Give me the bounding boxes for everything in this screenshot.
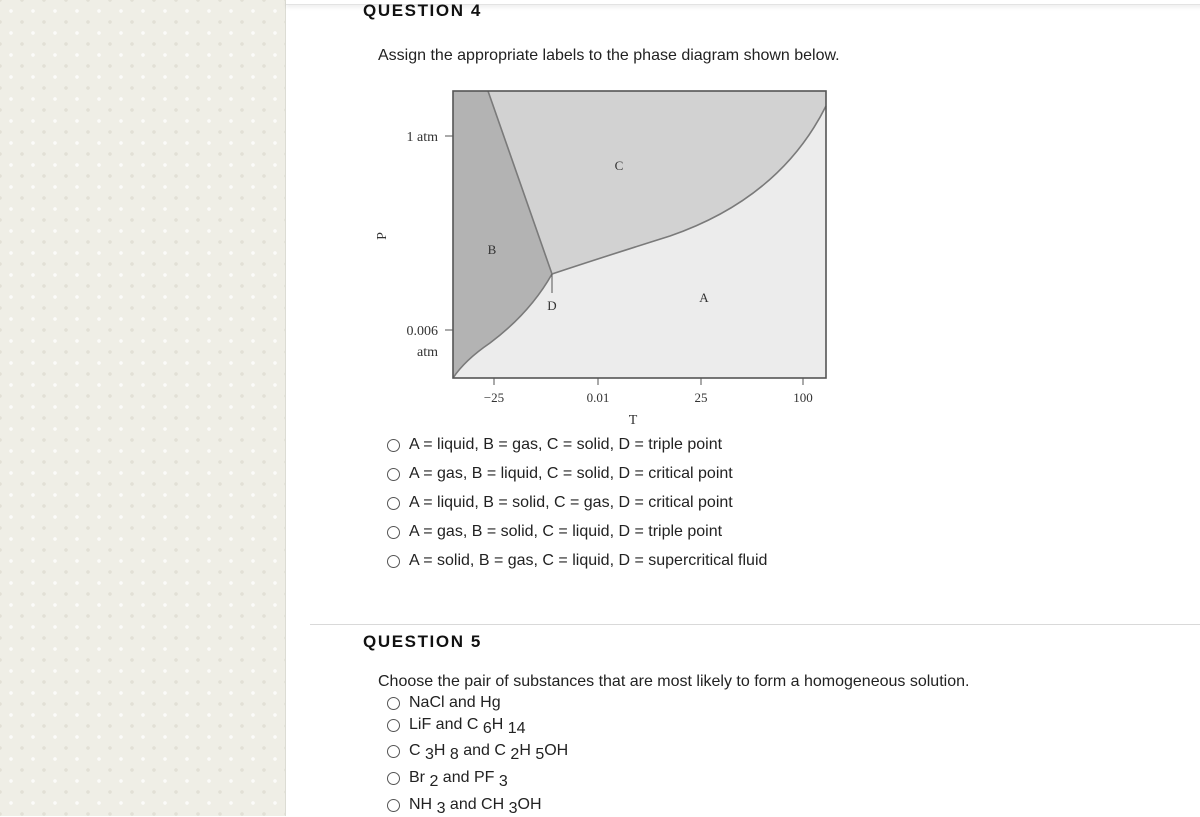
q4-option-1-label: A = liquid, B = gas, C = solid, D = triple point (409, 436, 723, 453)
x-tick-label-2: 0.01 (586, 390, 610, 405)
x-tick-label-3: 25 (694, 390, 708, 405)
q5-option-1-label (409, 694, 501, 712)
label-text: NH (409, 796, 437, 813)
subscript: 8 (449, 746, 459, 763)
label-text: OH (544, 742, 569, 759)
question-5-prompt: Choose the pair of substances that are most likely to form a homogeneous solution. (378, 673, 970, 690)
q4-option-2-label: A = gas, B = liquid, C = solid, D = critical point (409, 465, 733, 482)
phase-diagram (370, 88, 830, 433)
q5-option-2-label (409, 716, 526, 737)
radio-button[interactable] (387, 719, 400, 732)
q5-option-5[interactable] (387, 796, 542, 817)
q5-option-4-label (409, 769, 508, 790)
q4-option-4[interactable] (387, 523, 722, 541)
q5-option-3-label (409, 742, 569, 763)
label-text: H (433, 742, 450, 759)
region-label-c: C (614, 158, 624, 173)
q5-option-2[interactable] (387, 716, 526, 737)
label-text: and CH (445, 796, 509, 813)
subscript: 2 (510, 746, 520, 763)
radio-button[interactable] (387, 697, 400, 710)
x-axis-label: T (628, 413, 638, 428)
radio-button[interactable] (387, 439, 400, 452)
subscript: 3 (508, 800, 518, 817)
q4-option-5[interactable] (387, 552, 767, 570)
x-tick-label-4: 100 (793, 390, 813, 405)
y-tick-label-top: 1 atm (406, 130, 438, 145)
y-tick-label-bottom-1: 0.006 (406, 324, 438, 339)
radio-button[interactable] (387, 497, 400, 510)
radio-button[interactable] (387, 772, 400, 785)
region-label-d: D (547, 298, 557, 313)
question-divider (310, 624, 1200, 625)
label-text: Br (409, 769, 430, 786)
subscript: 14 (507, 720, 526, 737)
label-text: OH (517, 796, 542, 813)
region-label-a: A (699, 290, 709, 305)
q4-option-3-label: A = liquid, B = solid, C = gas, D = critical point (409, 494, 733, 511)
subscript: 3 (425, 746, 434, 763)
phase-diagram-svg (370, 88, 830, 433)
radio-button[interactable] (387, 555, 400, 568)
y-tick-label-bottom-2: atm (417, 345, 438, 360)
label-text: H (519, 742, 536, 759)
radio-button[interactable] (387, 468, 400, 481)
q4-option-3[interactable] (387, 494, 733, 512)
question-5-title: QUESTION 5 (363, 632, 482, 651)
label-text: and PF (438, 769, 499, 786)
radio-button[interactable] (387, 745, 400, 758)
decorative-left-panel (0, 0, 286, 816)
label-text: and C (458, 742, 511, 759)
region-label-b: B (487, 242, 497, 257)
q5-option-5-label (409, 796, 542, 817)
q5-option-3[interactable] (387, 742, 569, 763)
subscript: 2 (429, 773, 439, 790)
radio-button[interactable] (387, 526, 400, 539)
y-axis-label: P (375, 232, 390, 240)
q5-option-1[interactable] (387, 694, 501, 712)
label-text: LiF and C (409, 716, 483, 733)
subscript: 3 (498, 773, 508, 790)
x-tick-label-1: −25 (483, 390, 505, 405)
q4-option-4-label: A = gas, B = solid, C = liquid, D = triple point (409, 523, 723, 540)
label-text: H (491, 716, 508, 733)
question-4-prompt: Assign the appropriate labels to the phase diagram shown below. (378, 47, 840, 64)
subscript: 5 (535, 746, 545, 763)
label-text: NaCl and Hg (409, 694, 501, 711)
subscript: 6 (482, 720, 492, 737)
q4-option-1[interactable] (387, 436, 722, 454)
radio-button[interactable] (387, 799, 400, 812)
label-text: C (409, 742, 425, 759)
subscript: 3 (436, 800, 446, 817)
q4-option-5-label: A = solid, B = gas, C = liquid, D = supercritical fluid (409, 552, 768, 569)
q5-option-4[interactable] (387, 769, 508, 790)
question-4-title: QUESTION 4 (363, 1, 482, 20)
q4-option-2[interactable] (387, 465, 733, 483)
